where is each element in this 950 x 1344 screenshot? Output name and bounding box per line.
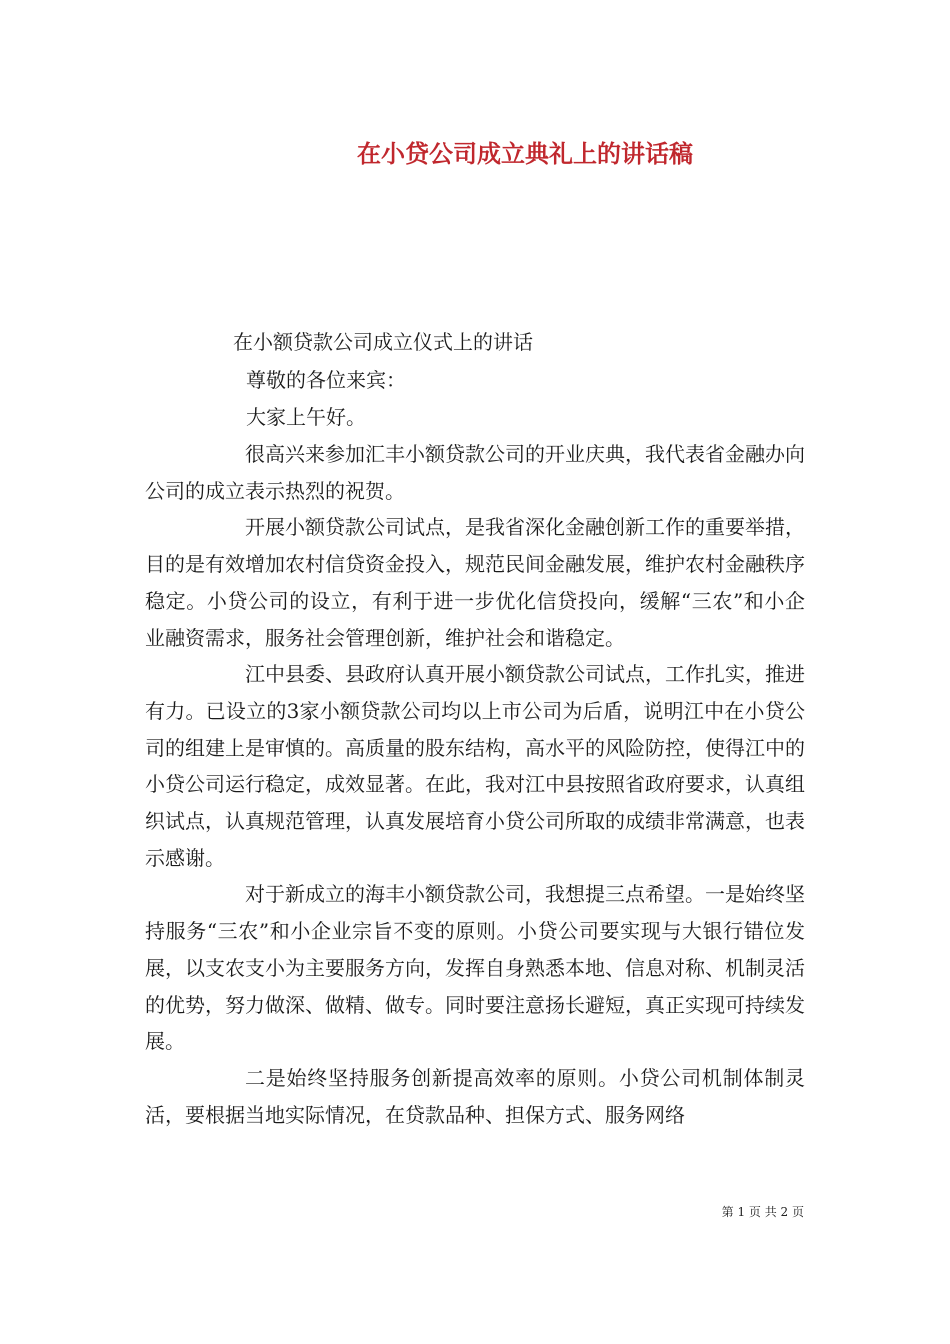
paragraph-3: 江中县委、县政府认真开展小额贷款公司试点，工作扎实，推进有力。已设立的3家小额贷款公司均以上市公司为后盾，说明江中在小贷公司的组建上是审慎的。高质量的股东结构，高水平的风险防控，使得江中的小贷公司运行稳定，成效显著。在此，我对江中县按照省政府要求，认真组织试点，认真规范管理，认真发展培育小贷公司所取的成绩非常满意，也表示感谢。 <box>145 662 805 870</box>
document-body <box>145 436 805 1133</box>
paragraph-5: 二是始终坚持服务创新提高效率的原则。小贷公司机制体制灵活，要根据当地实际情况，在贷款品种、担保方式、服务网络 <box>145 1065 805 1127</box>
salutation: 尊敬的各位来宾： <box>246 368 406 392</box>
greeting: 大家上午好。 <box>246 405 366 429</box>
paragraph-4: 对于新成立的海丰小额贷款公司，我想提三点希望。一是始终坚持服务“三农”和小企业宗旨不变的原则。小贷公司要实现与大银行错位发展，以支农支小为主要服务方向，发挥自身熟悉本地、信息对称、机制灵活的优势，努力做深、做精、做专。同时要注意扬长避短，真正实现可持续发展。 <box>145 882 805 1054</box>
document-title: 在小贷公司成立典礼上的讲话稿 <box>357 139 693 168</box>
page-footer: 第 1 页 共 2 页 <box>721 1205 804 1219</box>
speech-subtitle: 在小额贷款公司成立仪式上的讲话 <box>233 330 533 354</box>
paragraph-1: 很高兴来参加汇丰小额贷款公司的开业庆典，我代表省金融办向公司的成立表示热烈的祝贺。 <box>145 442 805 503</box>
paragraph-2: 开展小额贷款公司试点，是我省深化金融创新工作的重要举措，目的是有效增加农村信贷资金投入，规范民间金融发展，维护农村金融秩序稳定。小贷公司的设立，有利于进一步优化信贷投向，缓解“三农”和小企业融资需求，服务社会管理创新，维护社会和谐稳定。 <box>145 515 805 650</box>
